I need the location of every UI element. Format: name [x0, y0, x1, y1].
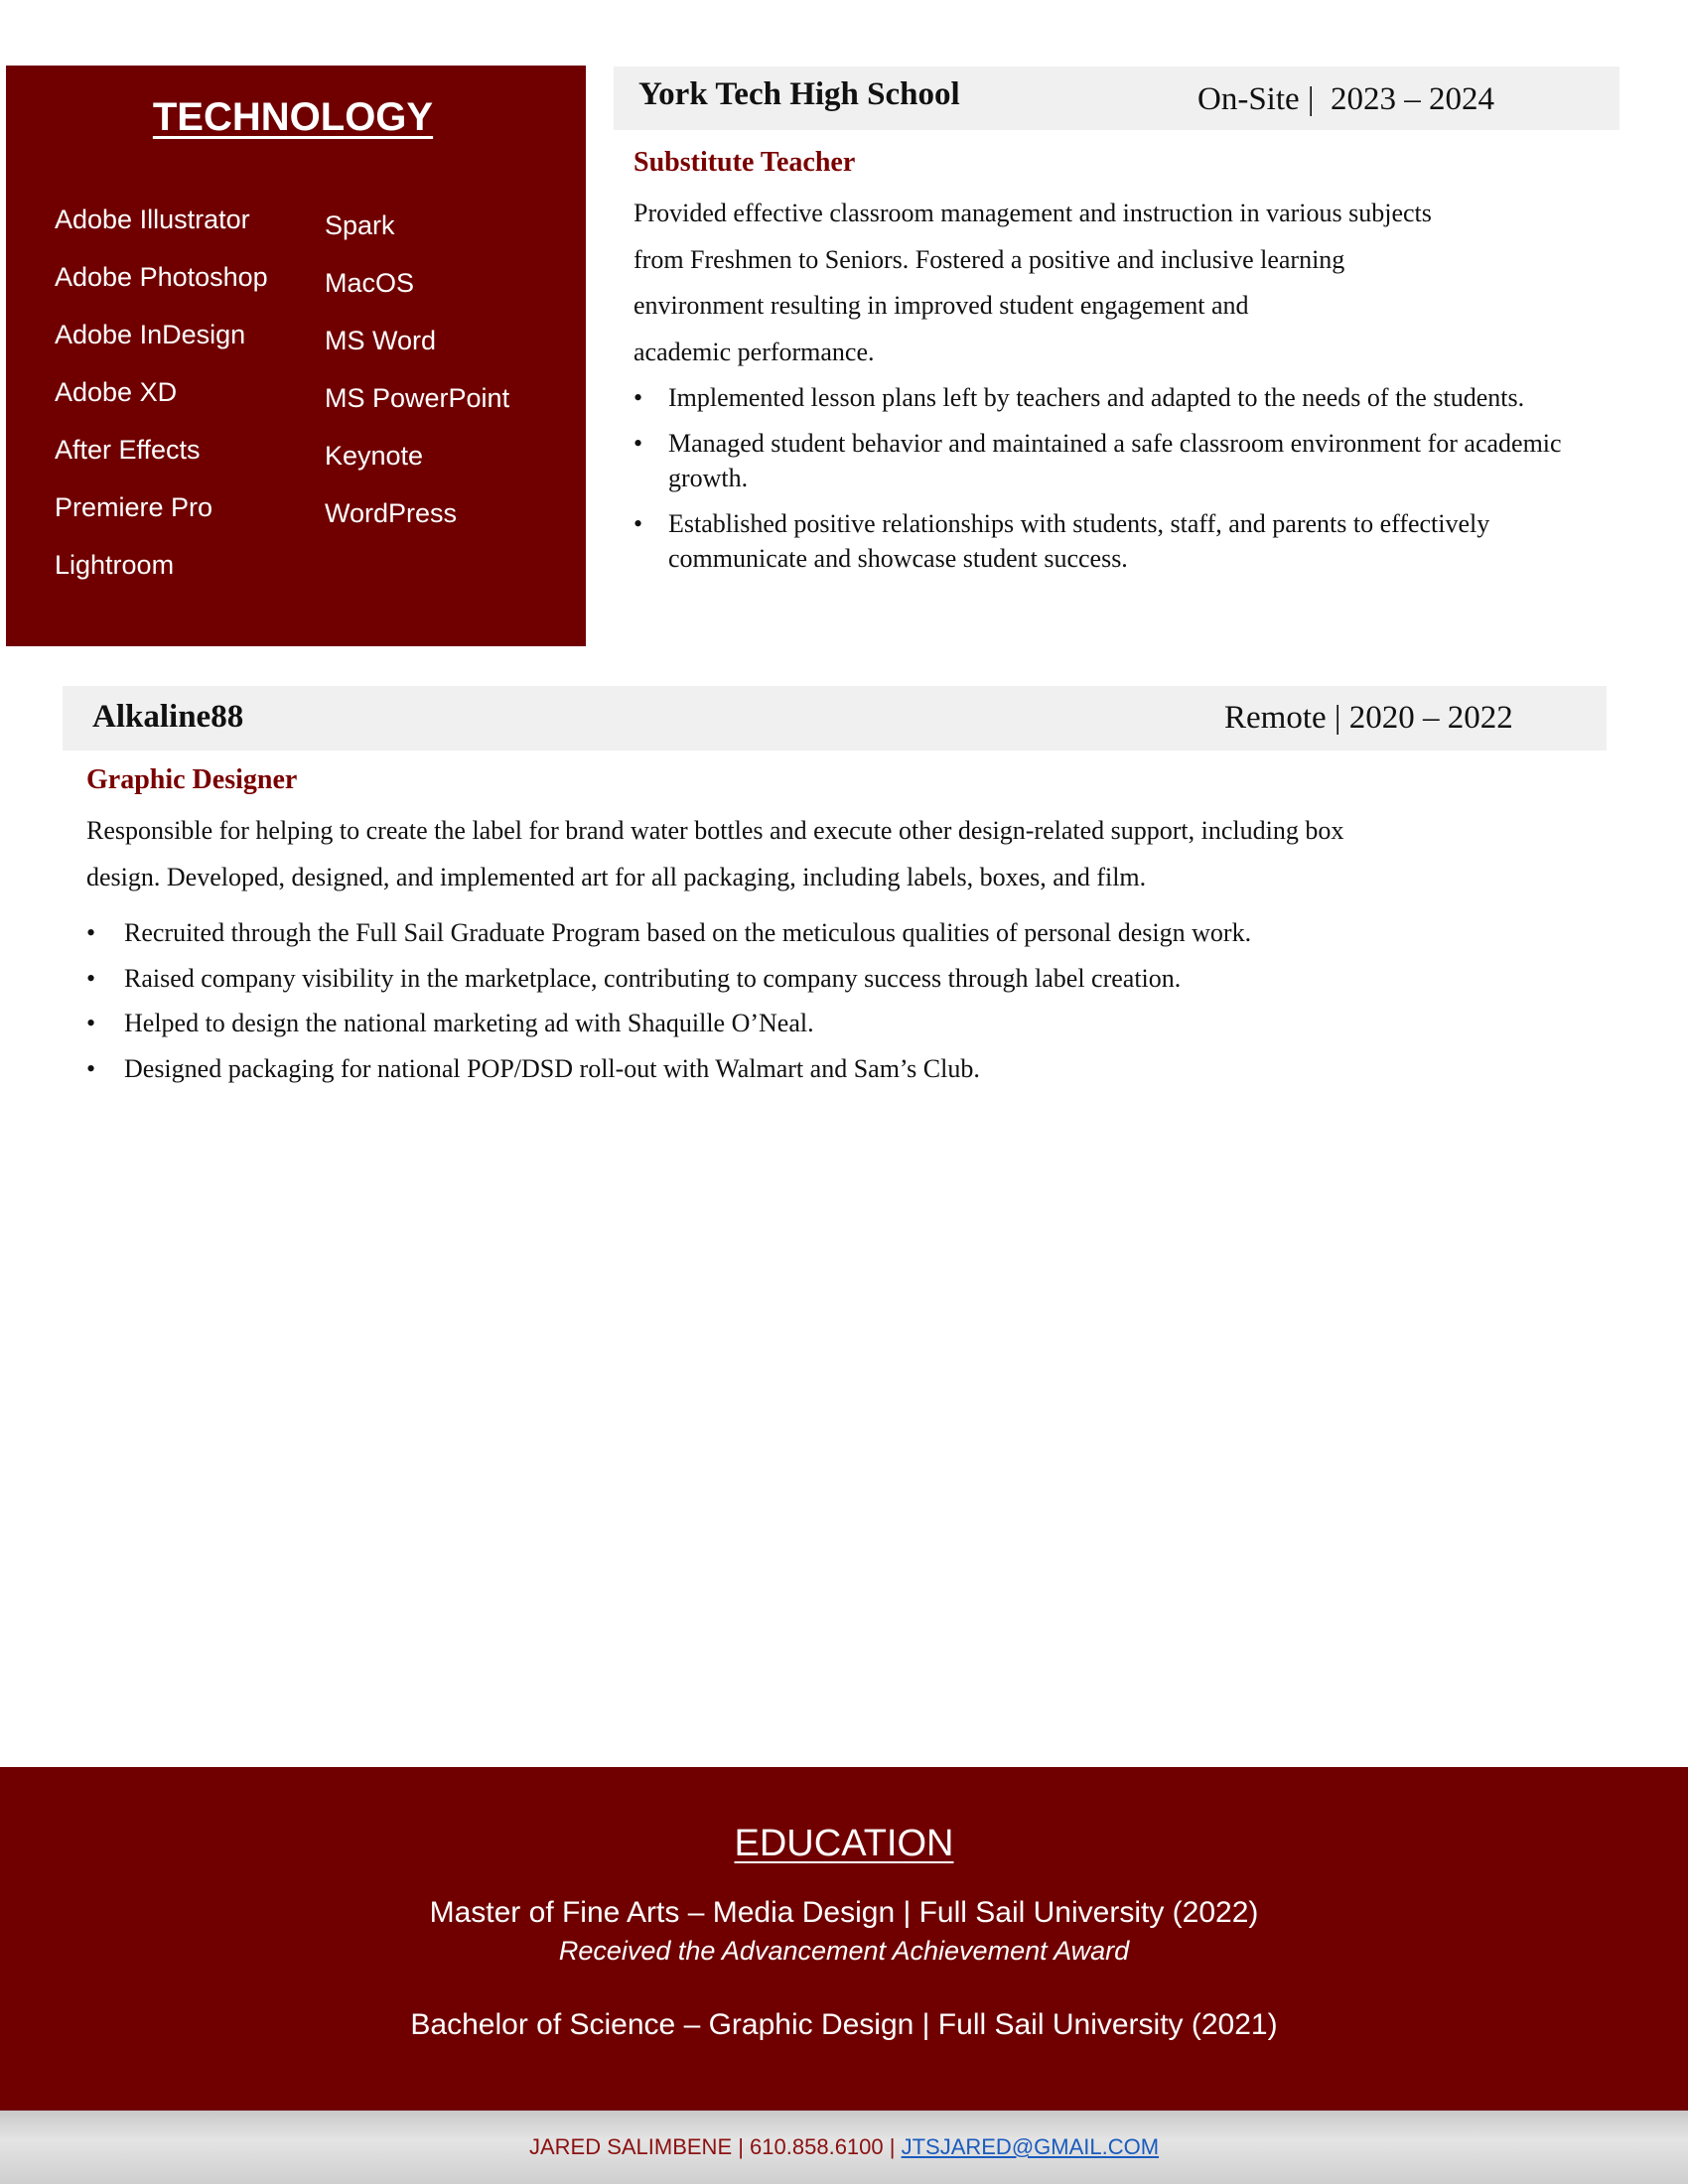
education-award: Received the Advancement Achievement Award [558, 1936, 1130, 1966]
tech-item: WordPress [325, 498, 458, 528]
tech-item: Adobe Photoshop [55, 262, 268, 292]
job-location-dates: Remote | 2020 – 2022 [1224, 700, 1513, 736]
list-item: • Implemented lesson plans left by teachers and adapted to the needs of the students. [633, 380, 1646, 415]
education-panel [0, 1767, 1688, 2111]
education-degree: Master of Fine Arts – Media Design | Full Sail University (2022) [429, 1896, 1259, 1929]
description-line: environment resulting in improved student engagement and [633, 291, 1249, 320]
job-company: York Tech High School [638, 76, 960, 112]
tech-item: Spark [325, 210, 395, 240]
description-line: Provided effective classroom management and instruction in various subjects [633, 199, 1432, 227]
list-item: • Recruited through the Full Sail Graduate Program based on the meticulous qualities of personal design work. [86, 910, 1576, 956]
tech-item: Keynote [325, 441, 424, 471]
tech-item: MacOS [325, 268, 415, 298]
technology-title: TECHNOLOGY [152, 95, 434, 139]
email-link[interactable]: JTSJARED@GMAIL.COM [901, 2134, 1160, 2159]
tech-item: MS PowerPoint [325, 383, 510, 413]
list-item: • Established positive relationships with students, staff, and parents to effectively communicate and showcase student success. [633, 506, 1646, 576]
technology-list-col1 [55, 191, 268, 594]
technology-panel [6, 66, 586, 646]
description-line: academic performance. [633, 337, 875, 366]
contact-name-phone: JARED SALIMBENE | 610.858.6100 | [528, 2134, 902, 2159]
job-company: Alkaline88 [92, 699, 244, 735]
job-bullet-list [86, 910, 1576, 1091]
list-item: • Raised company visibility in the marketplace, contributing to company success through label creation. [86, 956, 1576, 1002]
tech-item: Premiere Pro [55, 492, 213, 522]
description-line: from Freshmen to Seniors. Fostered a positive and inclusive learning [633, 244, 1345, 274]
list-item: • Managed student behavior and maintained a safe classroom environment for academic growth. [633, 426, 1646, 495]
job-description [86, 807, 1576, 900]
tech-item: Adobe XD [55, 377, 178, 407]
tech-item: Adobe Illustrator [55, 205, 250, 234]
tech-item: MS Word [325, 326, 437, 355]
education-degree: Bachelor of Science – Graphic Design | Full Sail University (2021) [410, 2008, 1278, 2041]
job-role: Graphic Designer [86, 764, 298, 795]
job-location-dates: On-Site | 2023 – 2024 [1197, 81, 1495, 117]
tech-item: Lightroom [55, 550, 175, 580]
description-line: design. Developed, designed, and implemented art for all packaging, including labels, boxes, and film. [86, 863, 1147, 891]
list-item: • Designed packaging for national POP/DSD roll-out with Walmart and Sam’s Club. [86, 1046, 1576, 1092]
tech-item: After Effects [55, 435, 201, 465]
job-role: Substitute Teacher [633, 147, 856, 178]
contact-footer [0, 2111, 1688, 2184]
tech-item: Adobe InDesign [55, 320, 246, 349]
list-item: • Helped to design the national marketing ad with Shaquille O’Neal. [86, 1001, 1576, 1046]
technology-list-col2 [325, 197, 509, 542]
description-line: Responsible for helping to create the label for brand water bottles and execute other design-related support, including box [86, 816, 1344, 845]
education-title: EDUCATION [734, 1823, 954, 1864]
job-description [633, 191, 1587, 375]
job-bullet-list [633, 380, 1646, 587]
